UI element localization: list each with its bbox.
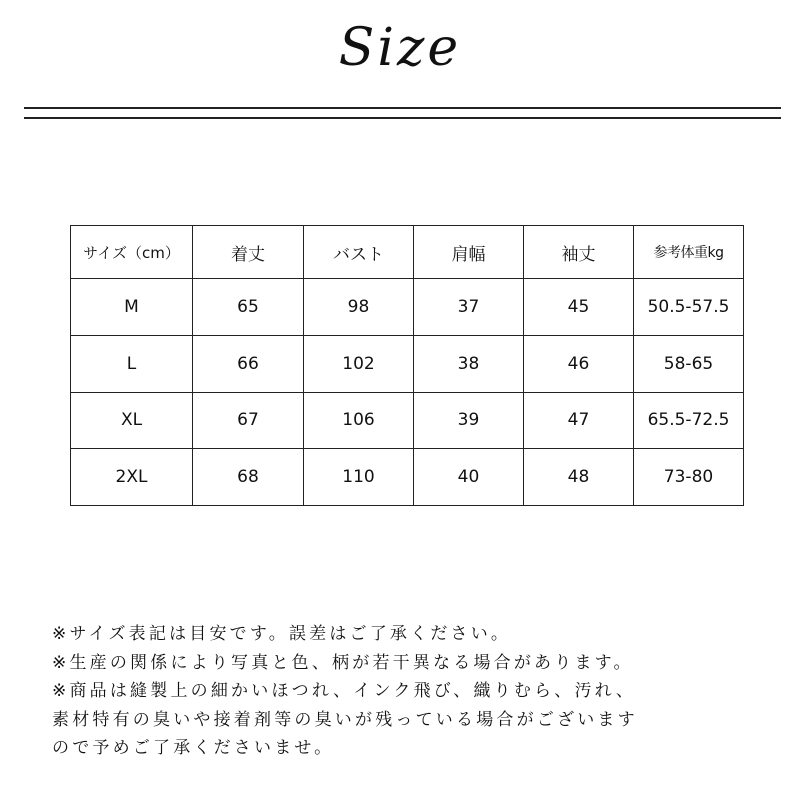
cell-shoulder: 38	[414, 335, 524, 392]
table-header-row	[71, 226, 744, 279]
header-length: 着丈	[193, 226, 304, 279]
header-shoulder: 肩幅	[414, 226, 524, 279]
cell-length: 66	[193, 335, 304, 392]
cell-bust: 106	[304, 392, 414, 449]
note-line: ので予めご了承くださいませ。	[52, 738, 335, 758]
table-row	[71, 449, 744, 506]
cell-weight: 58-65	[634, 335, 744, 392]
header-bust: バスト	[304, 226, 414, 279]
cell-sleeve: 45	[524, 279, 634, 336]
cell-weight: 65.5-72.5	[634, 392, 744, 449]
header-weight: 参考体重kg	[634, 226, 744, 279]
cell-sleeve: 48	[524, 449, 634, 506]
cell-shoulder: 37	[414, 279, 524, 336]
table-row	[71, 279, 744, 336]
cell-weight: 73-80	[634, 449, 744, 506]
note-line: ※生産の関係により写真と色、柄が若干異なる場合があります。	[52, 652, 634, 673]
table-row	[71, 392, 744, 449]
cell-length: 67	[193, 392, 304, 449]
cell-bust: 98	[304, 279, 414, 336]
cell-length: 65	[193, 279, 304, 336]
page-title: Size	[338, 18, 462, 78]
cell-size: L	[71, 335, 193, 392]
cell-size: M	[71, 279, 193, 336]
divider-bottom	[24, 117, 781, 119]
header-size: サイズ（cm）	[71, 226, 193, 279]
note-line: ※商品は縫製上の細かいほつれ、インク飛び、織りむら、汚れ、	[52, 681, 637, 701]
cell-size: 2XL	[71, 449, 193, 506]
notes-block	[52, 620, 782, 763]
header-sleeve: 袖丈	[524, 226, 634, 279]
note-line: 素材特有の臭いや接着剤等の臭いが残っている場合がございます	[52, 709, 638, 730]
cell-sleeve: 47	[524, 392, 634, 449]
cell-bust: 102	[304, 335, 414, 392]
cell-shoulder: 39	[414, 392, 524, 449]
cell-bust: 110	[304, 449, 414, 506]
cell-length: 68	[193, 449, 304, 506]
cell-sleeve: 46	[524, 335, 634, 392]
size-table	[70, 225, 744, 506]
cell-shoulder: 40	[414, 449, 524, 506]
note-line: ※サイズ表記は目安です。誤差はご了承ください。	[52, 624, 512, 644]
divider-top	[24, 107, 781, 109]
cell-size: XL	[71, 392, 193, 449]
cell-weight: 50.5-57.5	[634, 279, 744, 336]
table-row	[71, 335, 744, 392]
